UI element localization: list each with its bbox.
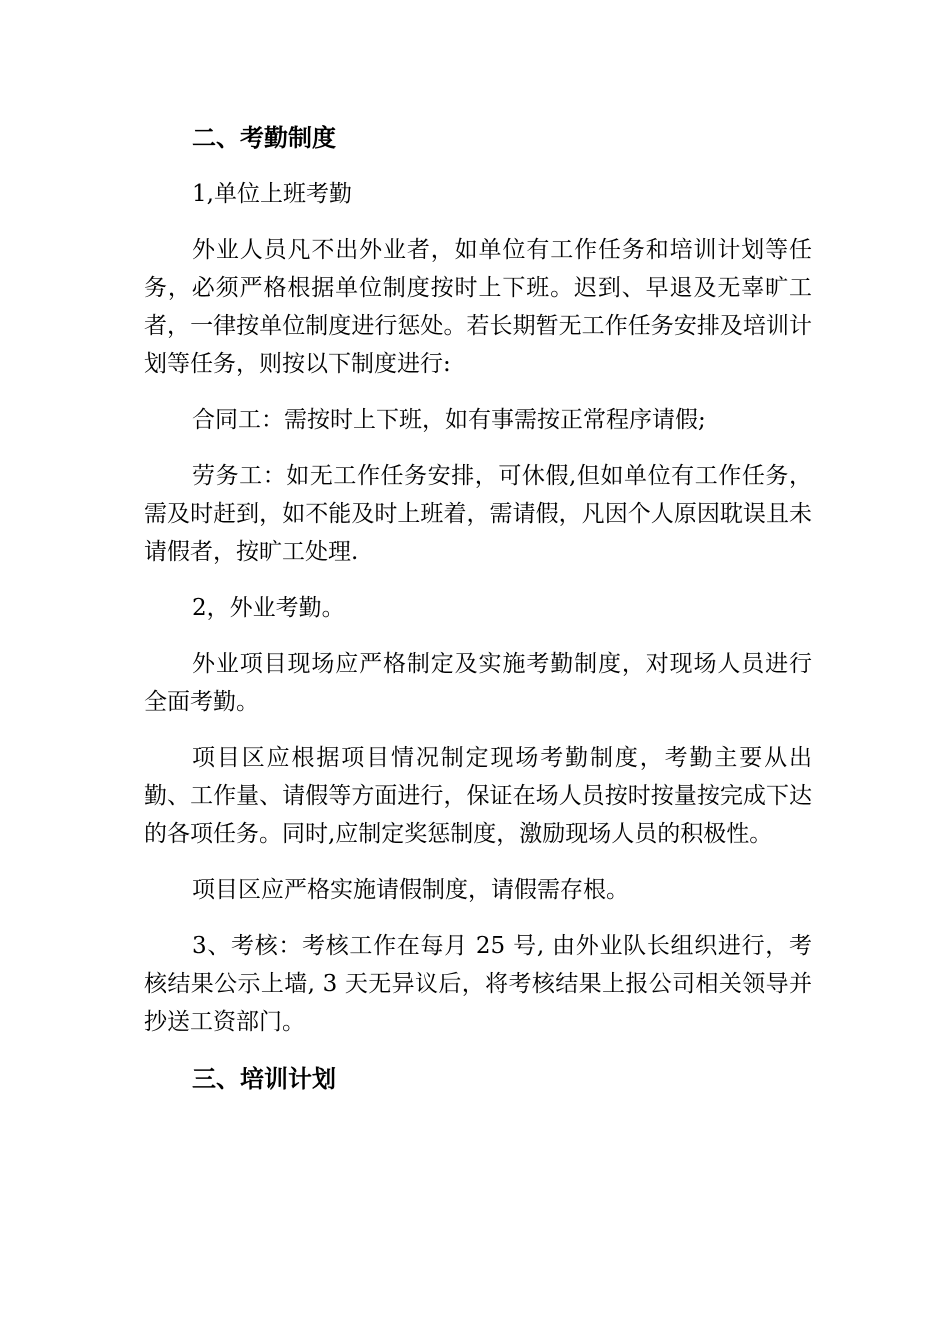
paragraph-contract-workers: 合同工：需按时上下班，如有事需按正常程序请假; [192,407,706,433]
paragraph-leave-system: 项目区应严格实施请假制度，请假需存根。 [192,877,629,903]
paragraph-assessment: 3、考核：考核工作在每月 25 号, 由外业队长组织进行，考核结果公示上墙, 3 天无异议后，将考核结果上报公司相关领导并抄送工资部门。 [144,933,812,1035]
paragraph-office-attendance-title: 1,单位上班考勤 [192,181,352,207]
paragraph-field-site-attendance: 外业项目现场应严格制定及实施考勤制度，对现场人员进行全面考勤。 [144,651,812,715]
paragraph-office-attendance-rules: 外业人员凡不出外业者，如单位有工作任务和培训计划等任务，必须严格根据单位制度按时上下班。迟到、早退及无辜旷工者，一律按单位制度进行惩处。若长期暂无工作任务安排及培训计划等任务，则按以下制度进行: [144,237,812,377]
paragraph-project-attendance-system: 项目区应根据项目情况制定现场考勤制度，考勤主要从出勤、工作量、请假等方面进行，保证在场人员按时按量按完成下达的各项任务。同时,应制定奖惩制度，激励现场人员的积极性。 [144,745,812,847]
section-heading-attendance: 二、考勤制度 [192,124,336,152]
document-page [144,118,812,1116]
paragraph-labor-workers: 劳务工：如无工作任务安排，可休假,但如单位有工作任务，需及时赶到，如不能及时上班着，需请假，凡因个人原因耽误且未请假者，按旷工处理. [144,463,812,565]
paragraph-field-attendance-title: 2，外业考勤。 [192,595,345,621]
section-heading-training: 三、培训计划 [192,1065,336,1093]
